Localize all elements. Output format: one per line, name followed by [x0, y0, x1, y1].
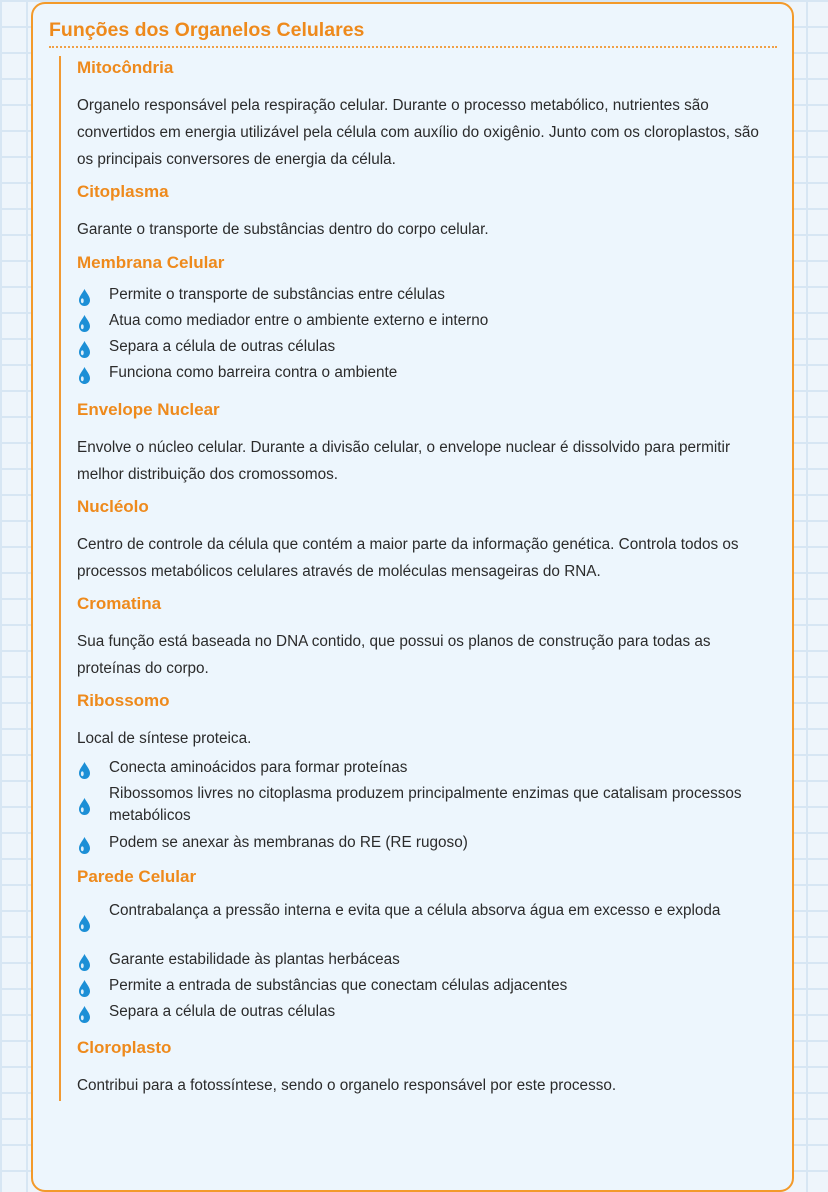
section-title: Envelope Nuclear	[77, 400, 220, 419]
water-drop-icon	[77, 979, 92, 998]
water-drop-icon	[77, 914, 92, 933]
section-title: Cromatina	[77, 594, 162, 613]
list-item-text: Funciona como barreira contra o ambiente	[109, 364, 398, 381]
section-title: Mitocôndria	[77, 58, 174, 77]
list-item-text: Separa a célula de outras células	[109, 1003, 336, 1020]
section-title: Parede Celular	[77, 867, 197, 886]
section-text: Contribui para a fotossíntese, sendo o organelo responsável por este processo.	[77, 1077, 617, 1094]
section-text: Centro de controle da célula que contém a maior parte da informação genética. Controla todos os processos metabólicos celulares através de moléculas mensageiras do RNA.	[77, 536, 739, 580]
water-drop-icon	[77, 314, 92, 333]
list-item-text: Permite o transporte de substâncias entre células	[109, 286, 445, 303]
section-title: Nucléolo	[77, 497, 149, 516]
water-drop-icon	[77, 340, 92, 359]
list-item-text: Separa a célula de outras células	[109, 338, 336, 355]
section-title: Membrana Celular	[77, 253, 225, 272]
water-drop-icon	[77, 797, 92, 816]
list-item-text: Garante estabilidade às plantas herbáceas	[109, 951, 400, 968]
section-title: Cloroplasto	[77, 1038, 172, 1057]
section-text: Sua função está baseada no DNA contido, que possui os planos de construção para todas as proteínas do corpo.	[77, 633, 711, 677]
water-drop-icon	[77, 761, 92, 780]
list-item-text: Conecta aminoácidos para formar proteínas	[109, 759, 408, 776]
water-drop-icon	[77, 1005, 92, 1024]
section-text: Envolve o núcleo celular. Durante a divisão celular, o envelope nuclear é dissolvido para permitir melhor distribuição dos cromossomos.	[77, 439, 731, 483]
section-text: Organelo responsável pela respiração celular. Durante o processo metabólico, nutrientes são convertidos em energia utilizável pela célula com auxílio do oxigênio. Junto com os cloroplastos, são os principais conversores de energia da célula.	[77, 97, 759, 168]
title-divider	[49, 46, 777, 48]
card-title: Funções dos Organelos Celulares	[49, 19, 365, 41]
list-item-text: Atua como mediador entre o ambiente externo e interno	[109, 312, 489, 329]
section-text: Garante o transporte de substâncias dentro do corpo celular.	[77, 221, 489, 238]
list-item-text: Podem se anexar às membranas do RE (RE rugoso)	[109, 834, 468, 851]
section-title: Citoplasma	[77, 182, 169, 201]
list-item-text: Contrabalança a pressão interna e evita que a célula absorva água em excesso e exploda	[109, 902, 721, 919]
sections-list	[59, 56, 761, 1101]
organelle-functions-card	[31, 2, 794, 1192]
water-drop-icon	[77, 288, 92, 307]
list-item-text: Permite a entrada de substâncias que conectam células adjacentes	[109, 977, 568, 994]
section-title: Ribossomo	[77, 691, 170, 710]
water-drop-icon	[77, 953, 92, 972]
water-drop-icon	[77, 836, 92, 855]
section-text: Local de síntese proteica.	[77, 730, 252, 747]
list-item-text: Ribossomos livres no citoplasma produzem principalmente enzimas que catalisam processos metabólicos	[109, 785, 742, 824]
water-drop-icon	[77, 366, 92, 385]
